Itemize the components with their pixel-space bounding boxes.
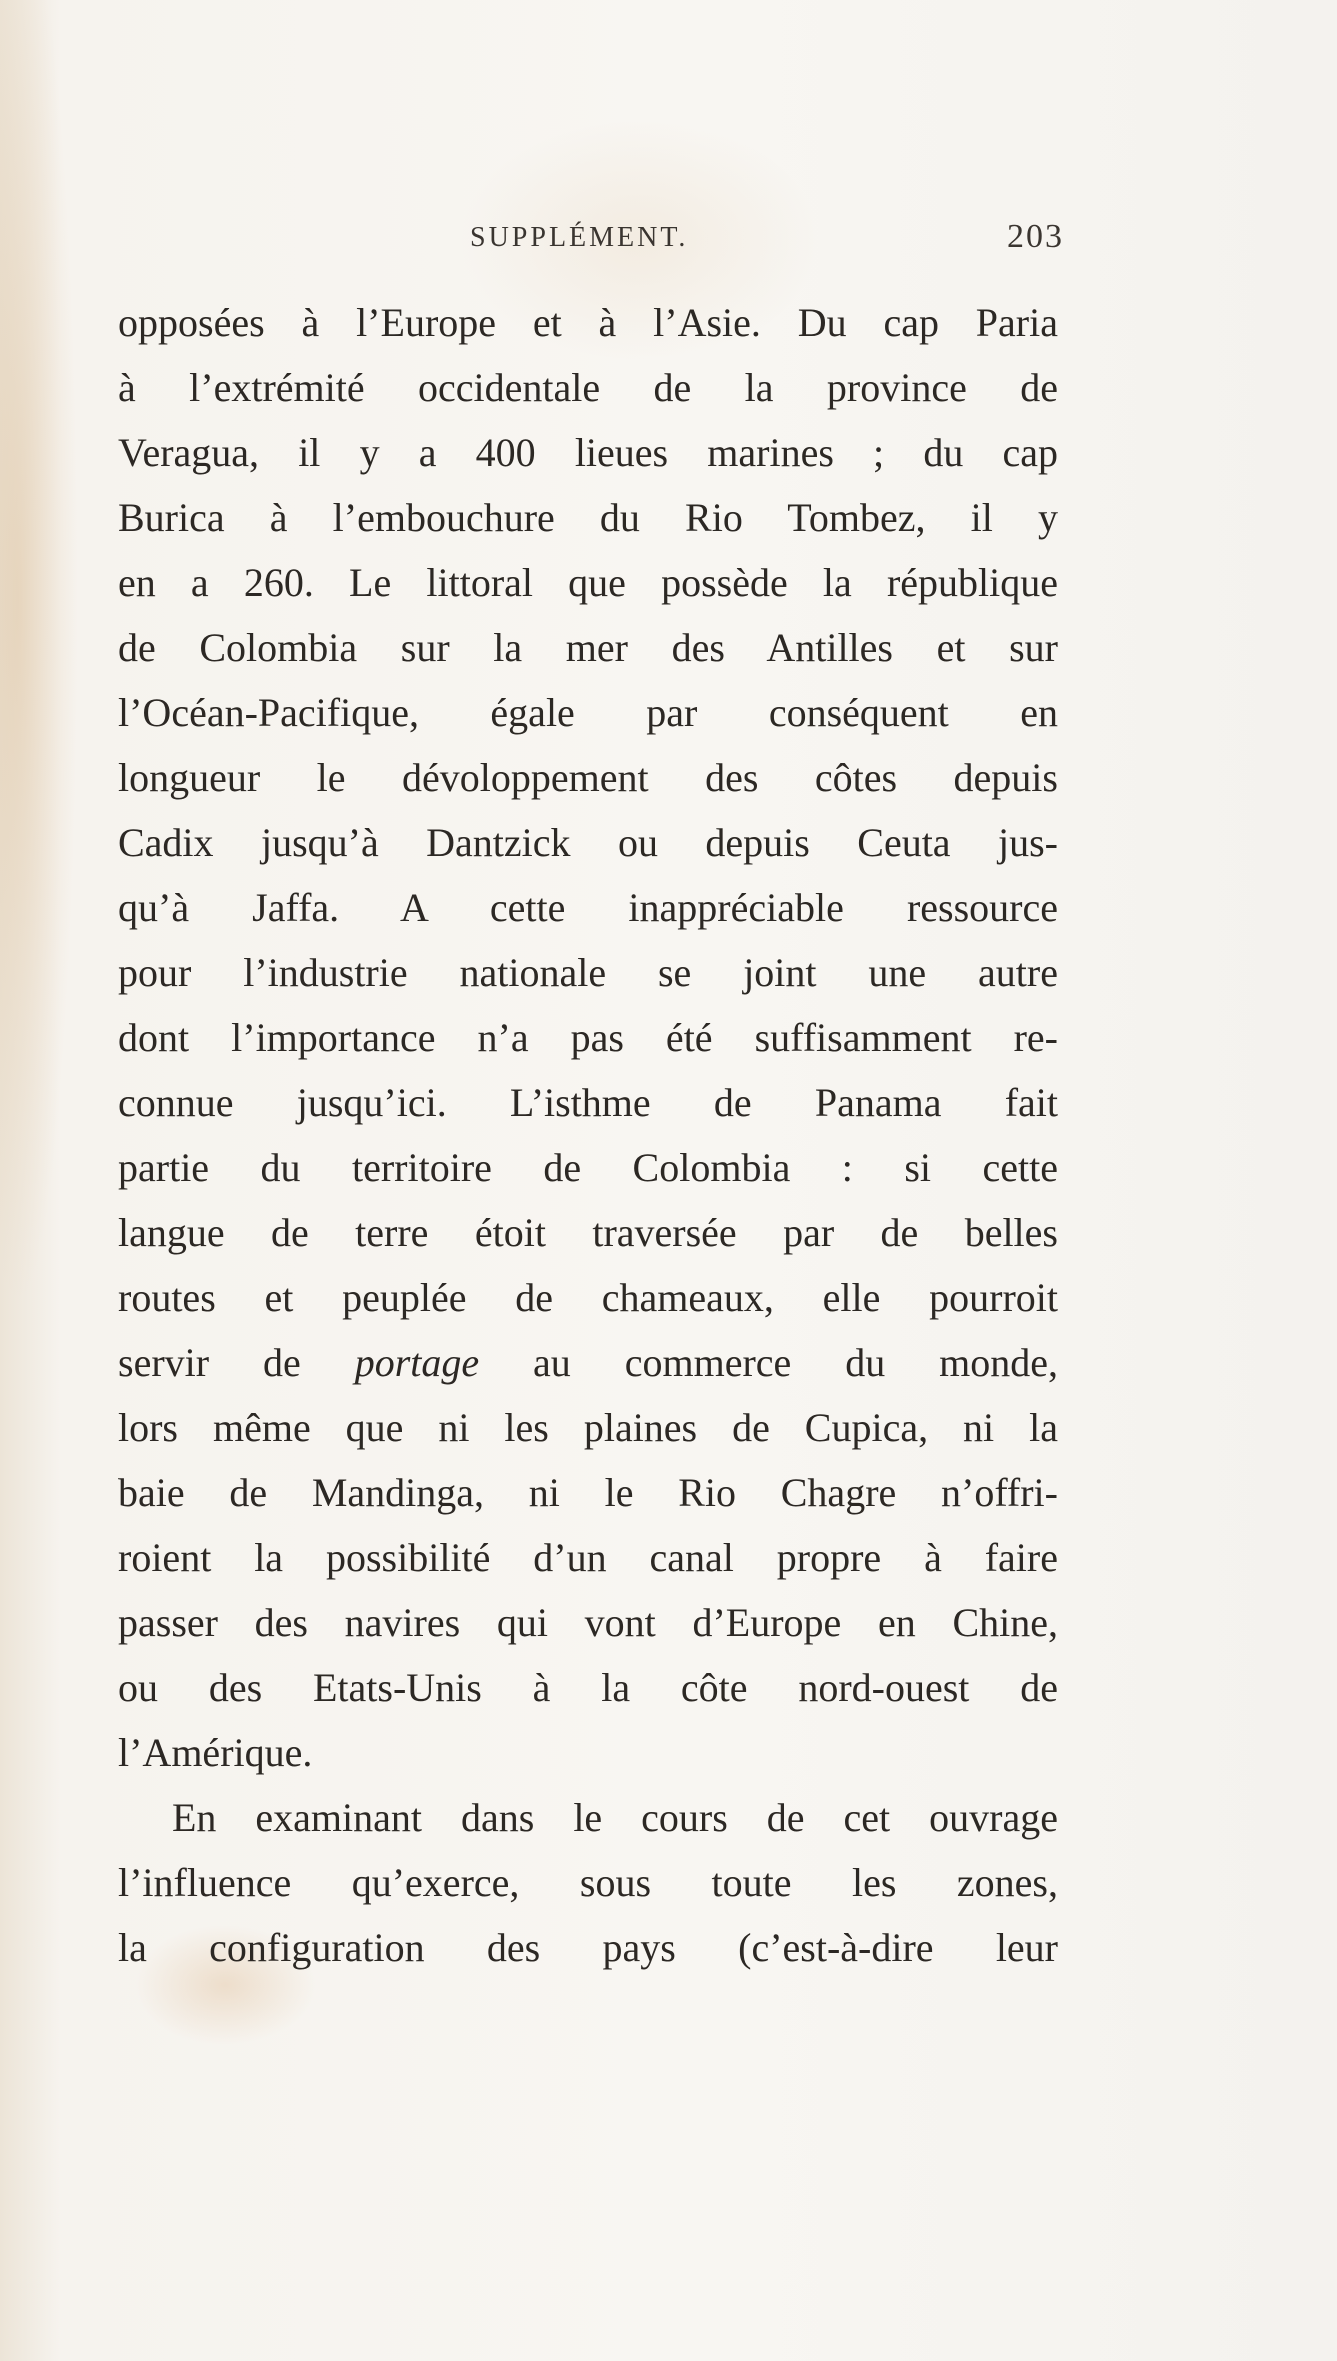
running-head (118, 218, 1064, 272)
text-line: langue de terre étoit traversée par de belles (118, 1210, 1058, 1255)
line-text-before: servir de (118, 1340, 355, 1385)
text-line: qu’à Jaffa. A cette inappréciable ressource (118, 885, 1058, 930)
text-line: pour l’industrie nationale se joint une autre (118, 950, 1058, 995)
text-line: lors même que ni les plaines de Cupica, ni la (118, 1405, 1058, 1450)
text-line-with-italic (118, 1330, 1058, 1395)
text-line: à l’extrémité occidentale de la province de (118, 365, 1058, 410)
text-line: routes et peuplée de chameaux, elle pourroit (118, 1275, 1058, 1320)
text-line: ou des Etats-Unis à la côte nord-ouest de (118, 1665, 1058, 1710)
body-text (118, 290, 1058, 1980)
text-line: dont l’importance n’a pas été suffisamment re- (118, 1015, 1058, 1060)
text-line: partie du territoire de Colombia : si cette (118, 1145, 1058, 1190)
text-line: de Colombia sur la mer des Antilles et sur (118, 625, 1058, 670)
running-title: SUPPLÉMENT. (470, 222, 689, 253)
text-line: Cadix jusqu’à Dantzick ou depuis Ceuta jus- (118, 820, 1058, 865)
text-line: la configuration des pays (c’est-à-dire leur (118, 1925, 1058, 1970)
text-line: longueur le dévoloppement des côtes depuis (118, 755, 1058, 800)
text-line: En examinant dans le cours de cet ouvrage (172, 1795, 1058, 1840)
text-line: roient la possibilité d’un canal propre à faire (118, 1535, 1058, 1580)
paragraph-1 (118, 290, 1058, 1785)
text-line: en a 260. Le littoral que possède la république (118, 560, 1058, 605)
line-text-after: au commerce du monde, (479, 1340, 1059, 1385)
text-line: opposées à l’Europe et à l’Asie. Du cap Paria (118, 300, 1058, 345)
text-line: passer des navires qui vont d’Europe en Chine, (118, 1600, 1058, 1645)
page-number: 203 (1007, 218, 1064, 255)
text-line: connue jusqu’ici. L’isthme de Panama fait (118, 1080, 1058, 1125)
text-line: Veragua, il y a 400 lieues marines ; du cap (118, 430, 1058, 475)
text-line: Burica à l’embouchure du Rio Tombez, il y (118, 495, 1058, 540)
text-line: l’Amérique. (118, 1730, 313, 1775)
text-line: l’Océan-Pacifique, égale par conséquent en (118, 690, 1058, 735)
text-line: l’influence qu’exerce, sous toute les zones, (118, 1860, 1058, 1905)
paragraph-2 (118, 1785, 1058, 1980)
text-line: baie de Mandinga, ni le Rio Chagre n’offri- (118, 1470, 1058, 1515)
italic-word-portage: portage (354, 1340, 480, 1385)
